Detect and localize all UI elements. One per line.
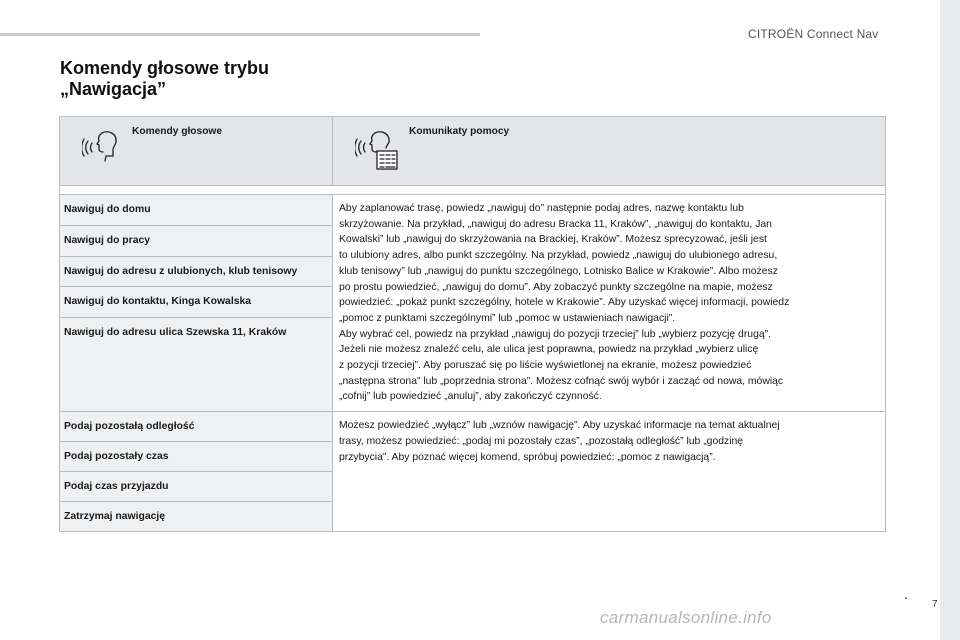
command-cell: Podaj czas przyjazdu (60, 472, 333, 502)
header-rule (0, 33, 480, 36)
speaking-head-keypad-icon (355, 129, 399, 174)
command-cell: Nawiguj do pracy (60, 225, 333, 256)
command-cell: Nawiguj do kontaktu, Kinga Kowalska (60, 287, 333, 318)
footer-dot: . (904, 586, 908, 602)
help-line: z pozycji trzeciej”. Aby poruszać się po liście wyświetlonej na ekranie, możesz powiedzieć (339, 360, 752, 372)
help-line: Aby wybrać cel, powiedz na przykład „nawiguj do pozycji trzeciej” lub „wybierz pozycję drugą”. (339, 328, 771, 340)
command-cell: Nawiguj do adresu ulica Szewska 11, Kraków (60, 318, 333, 412)
command-cell: Zatrzymaj nawigację (60, 502, 333, 532)
table-row (60, 412, 886, 442)
page-title (60, 58, 269, 100)
page-title-line-1: Komendy głosowe trybu (60, 58, 270, 78)
section-header: CITROËN Connect Nav (748, 27, 879, 41)
help-message-cell (333, 195, 886, 412)
help-line: „pomoc z punktami szczególnymi” lub „pomoc w ustawieniach nawigacji”. (339, 312, 676, 324)
help-message-cell (333, 412, 886, 532)
help-line: przybycia”. Aby poznać więcej komend, spróbuj powiedzieć: „pomoc z nawigacją”. (339, 451, 716, 463)
side-tab-strip (940, 0, 960, 640)
help-line: Kowalski” lub „nawiguj do skrzyżowania na Brackiej, Kraków”. Możesz sprecyzować, jeśli jest (339, 234, 767, 246)
help-line: to ulubiony adres, albo punkt szczególny. Na przykład, powiedz „nawiguj do ulubionego adresu, (339, 250, 778, 262)
help-line: „cofnij” lub powiedzieć „anuluj”, aby zakończyć czynność. (339, 391, 602, 403)
table-header-row (60, 117, 886, 186)
voice-commands-table (59, 116, 886, 532)
col-header-help (333, 117, 886, 186)
header-spacer (60, 186, 886, 195)
col-header-commands (60, 117, 333, 186)
help-line: klub tenisowy” lub „nawiguj do punktu szczególnego, Lotnisko Balice w Krakowie”. Albo możesz (339, 265, 778, 277)
help-line: skrzyżowanie. Na przykład, „nawiguj do adresu Bracka 11, Kraków”, „nawiguj do kontaktu, Jan (339, 218, 772, 230)
help-line: po prostu powiedzieć, „nawiguj do domu”. Aby zobaczyć punkty szczególne na mapie, możesz (339, 281, 773, 293)
command-cell: Podaj pozostałą odległość (60, 412, 333, 442)
speaking-head-icon (82, 129, 120, 166)
table-row (60, 195, 886, 226)
help-line: trasy, możesz powiedzieć: „podaj mi pozostały czas”, „pozostałą odległość” lub „godzinę (339, 435, 744, 447)
help-line: „następna strona” lub „poprzednia strona”. Możesz cofnąć swój wybór i zacząć od nowa, mówiąc (339, 375, 784, 387)
help-line: powiedzieć: „pokaż punkt szczególny, hotele w Krakowie”. Aby uzyskać więcej informacji, powiedz (339, 297, 790, 309)
command-cell: Podaj pozostały czas (60, 442, 333, 472)
command-cell: Nawiguj do adresu z ulubionych, klub tenisowy (60, 256, 333, 287)
col-header-help-label: Komunikaty pomocy (409, 126, 510, 137)
help-line: Jeżeli nie możesz znaleźć celu, ale ulica jest poprawna, powiedz na przykład „wybierz ulicę (339, 344, 759, 356)
watermark: carmanualsonline.info (600, 608, 772, 627)
page-number: 7 (932, 599, 938, 610)
col-header-commands-label: Komendy głosowe (132, 126, 223, 137)
help-line: Możesz powiedzieć „wyłącz” lub „wznów nawigację”. Aby uzyskać informacje na temat aktualnej (339, 420, 780, 432)
page-title-line-2: „Nawigacja” (60, 79, 167, 99)
command-cell: Nawiguj do domu (60, 195, 333, 226)
help-line: Aby zaplanować trasę, powiedz „nawiguj do” następnie podaj adres, nazwę kontaktu lub (339, 203, 744, 214)
